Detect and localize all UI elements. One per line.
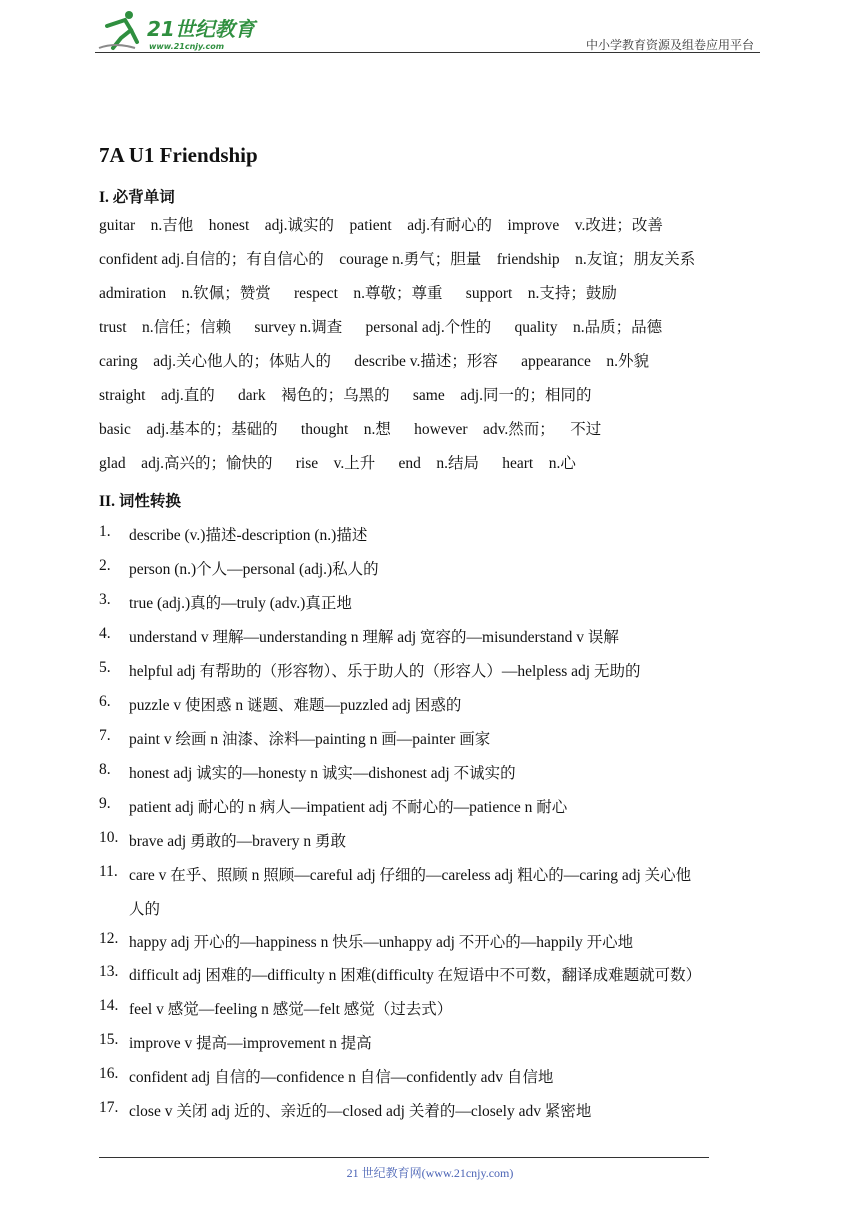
header-tagline: 中小学教育资源及组卷应用平台	[585, 38, 754, 52]
item-number: 8.	[99, 761, 111, 778]
vocab-line: admiration n.钦佩；赞赏 respect n.尊敬；尊重 support n.支持；鼓励	[99, 285, 617, 302]
item-text: understand v 理解—understanding n 理解 adj 宽容的—misunderstand v 误解	[129, 629, 619, 646]
item-text: paint v 绘画 n 油漆、涂料—painting n 画—painter 画家	[129, 731, 491, 748]
item-text: improve v 提高—improvement n 提高	[129, 1035, 372, 1052]
item-number: 14.	[99, 997, 119, 1014]
item-text: feel v 感觉—feeling n 感觉—felt 感觉（过去式）	[129, 1001, 453, 1018]
vocab-line: caring adj.关心他人的；体贴人的 describe v.描述；形容 appearance n.外貌	[99, 353, 649, 370]
item-number: 1.	[99, 523, 111, 540]
section-heading-vocabulary: I. 必背单词	[99, 189, 175, 206]
item-number: 16.	[99, 1065, 119, 1082]
item-text: person (n.)个人—personal (adj.)私人的	[129, 561, 379, 578]
page-header	[0, 0, 860, 60]
item-text: care v 在乎、照顾 n 照顾—careful adj 仔细的—careless adj 粗心的—caring adj 关心他	[129, 867, 692, 884]
item-text: true (adj.)真的—truly (adv.)真正地	[129, 595, 352, 612]
vocab-line: confident adj.自信的；有自信心的 courage n.勇气；胆量 friendship n.友谊；朋友关系	[99, 251, 696, 268]
runner-icon	[99, 11, 137, 48]
item-text: brave adj 勇敢的—bravery n 勇敢	[129, 833, 346, 850]
item-number: 10.	[99, 829, 119, 846]
item-text: describe (v.)描述-description (n.)描述	[129, 527, 368, 544]
vocab-line: glad adj.高兴的；愉快的 rise v.上升 end n.结局 heart n.心	[99, 455, 576, 472]
vocab-line: straight adj.直的 dark 褐色的；乌黑的 same adj.同一的；相同的	[99, 387, 592, 404]
page-title: 7A U1 Friendship	[99, 143, 258, 167]
item-number: 6.	[99, 693, 111, 710]
item-text-continued: 人的	[129, 901, 161, 918]
item-number: 5.	[99, 659, 111, 676]
footer-divider	[99, 1157, 709, 1158]
item-number: 2.	[99, 557, 111, 574]
item-number: 17.	[99, 1099, 119, 1116]
section-heading-word-forms: II. 词性转换	[99, 493, 181, 510]
item-text: patient adj 耐心的 n 病人—impatient adj 不耐心的—patience n 耐心	[129, 799, 568, 816]
item-text: happy adj 开心的—happiness n 快乐—unhappy adj 不开心的—happily 开心地	[129, 934, 634, 951]
item-number: 13.	[99, 963, 119, 980]
logo	[95, 8, 260, 52]
item-number: 4.	[99, 625, 111, 642]
logo-url: www.21cnjy.com	[149, 42, 225, 51]
item-text: confident adj 自信的—confidence n 自信—confidently adv 自信地	[129, 1069, 554, 1086]
item-text: helpful adj 有帮助的（形容物）、乐于助人的（形容人）—helpless adj 无助的	[129, 663, 641, 680]
item-text: puzzle v 使困惑 n 谜题、难题—puzzled adj 困惑的	[129, 697, 462, 714]
item-text: honest adj 诚实的—honesty n 诚实—dishonest adj 不诚实的	[129, 765, 516, 782]
item-number: 7.	[99, 727, 111, 744]
logo-text: 21世纪教育	[147, 17, 255, 41]
header-divider	[95, 52, 760, 53]
item-number: 15.	[99, 1031, 119, 1048]
vocab-line: trust n.信任；信赖 survey n.调查 personal adj.个性的 quality n.品质；品德	[99, 319, 663, 336]
item-number: 3.	[99, 591, 111, 608]
item-number: 12.	[99, 930, 119, 947]
vocab-line: basic adj.基本的；基础的 thought n.想 however adv.然而； 不过	[99, 421, 602, 438]
item-text: close v 关闭 adj 近的、亲近的—closed adj 关着的—closely adv 紧密地	[129, 1103, 592, 1120]
item-number: 9.	[99, 795, 111, 812]
item-text: difficult adj 困难的—difficulty n 困难(difficulty 在短语中不可数，翻译成难题就可数）	[129, 967, 702, 984]
page-footer: 21 世纪教育网(www.21cnjy.com)	[346, 1166, 514, 1180]
item-number: 11.	[99, 863, 118, 880]
vocab-line: guitar n.吉他 honest adj.诚实的 patient adj.有耐心的 improve v.改进；改善	[99, 217, 663, 234]
